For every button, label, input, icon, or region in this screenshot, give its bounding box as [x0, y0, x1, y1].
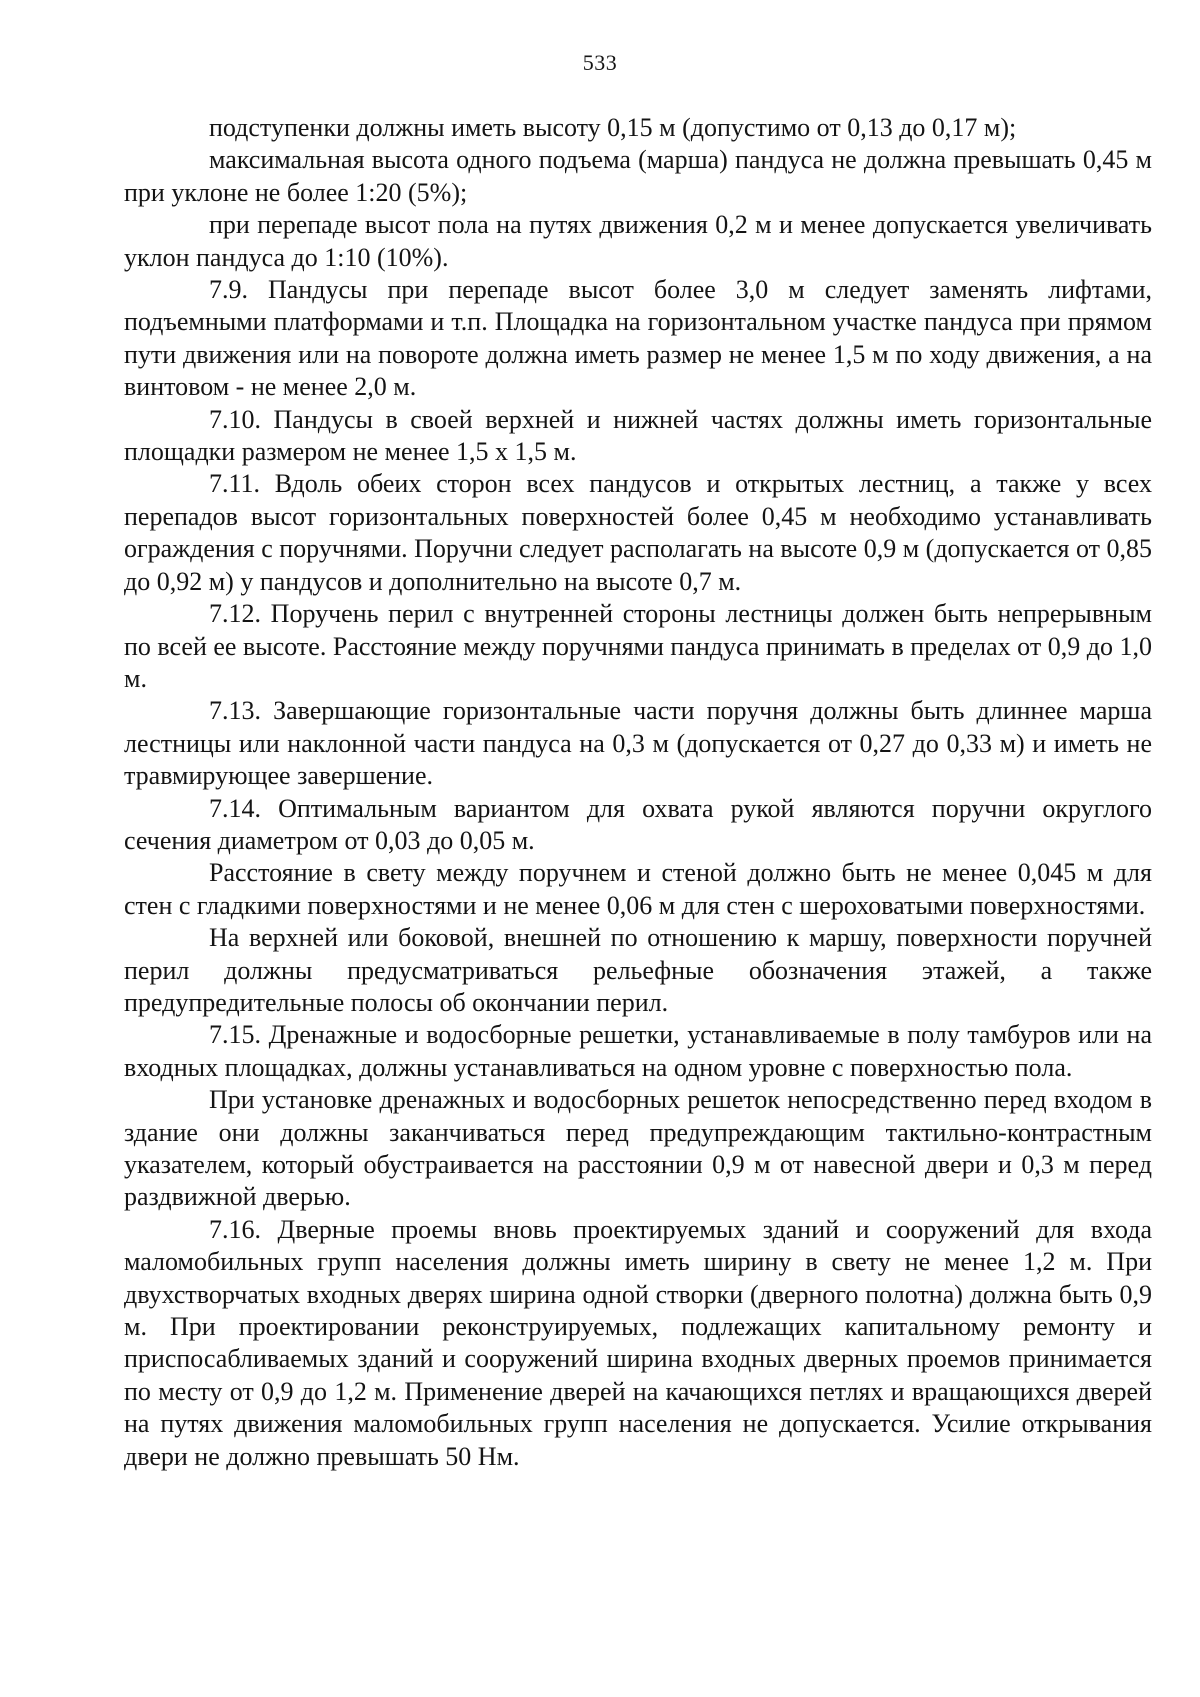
- paragraph-handrail-wall-clearance: Расстояние в свету между поручнем и стеной должно быть не менее 0,045 м для стен с гладкими поверхностями и не менее 0,06 м для стен с шероховатыми поверхностями.: [124, 858, 1152, 920]
- paragraph-7-14: 7.14. Оптимальным вариантом для охвата рукой являются поручни округлого сечения диаметром от 0,03 до 0,05 м.: [124, 793, 1152, 855]
- paragraph-7-12: 7.12. Поручень перил с внутренней стороны лестницы должен быть непрерывным по всей ее высоте. Расстояние между поручнями пандуса принимать в пределах от 0,9 до 1,0 м.: [124, 599, 1152, 693]
- paragraph-7-11: 7.11. Вдоль обеих сторон всех пандусов и открытых лестниц, а также у всех перепадов высот горизонтальных поверхностей более 0,45 м необходимо устанавливать ограждения с поручнями. Поручни следует располагать на высоте 0,9 м (допускается от 0,85 до 0,92 м) у пандусов и дополнительно на высоте 0,7 м.: [124, 469, 1153, 596]
- paragraph-7-15: 7.15. Дренажные и водосборные решетки, устанавливаемые в полу тамбуров или на входных площадках, должны устанавливаться на одном уровне с поверхностью пола.: [124, 1020, 1152, 1082]
- paragraph-risers-height: подступенки должны иметь высоту 0,15 м (допустимо от 0,13 до 0,17 м);: [209, 113, 1017, 142]
- paragraph-7-16: 7.16. Дверные проемы вновь проектируемых зданий и сооружений для входа маломобильных групп населения должны иметь ширину в свету не менее 1,2 м. При двухстворчатых входных дверях ширина одной створки (дверного полотна) должна быть 0,9 м. При проектировании реконструируемых, подлежащих капитальному ремонту и приспосабливаемых зданий и сооружений ширина входных дверных проемов принимается по месту от 0,9 до 1,2 м. Применение дверей на качающихся петлях и вращающихся дверей на путях движения маломобильных групп населения не допускается. Усилие открывания двери не должно превышать 50 Нм.: [124, 1214, 1152, 1471]
- paragraph-7-9: 7.9. Пандусы при перепаде высот более 3,0 м следует заменять лифтами, подъемными платформами и т.п. Площадка на горизонтальном участке пандуса при прямом пути движения или на повороте должна иметь размер не менее 1,5 м по ходу движения, а на винтовом - не менее 2,0 м.: [124, 275, 1152, 402]
- paragraph-floor-height-difference: при перепаде высот пола на путях движения 0,2 м и менее допускается увеличивать уклон пандуса до 1:10 (10%).: [124, 210, 1152, 272]
- paragraph-7-10: 7.10. Пандусы в своей верхней и нижней частях должны иметь горизонтальные площадки размером не менее 1,5 х 1,5 м.: [124, 404, 1152, 467]
- paragraph-handrail-floor-markings: На верхней или боковой, внешней по отношению к маршу, поверхности поручней перил должны предусматриваться рельефные обозначения этажей, а также предупредительные полосы об окончании перил.: [124, 923, 1152, 1017]
- document-body: [124, 112, 1152, 1473]
- paragraph-7-13: 7.13. Завершающие горизонтальные части поручня должны быть длиннее марша лестницы или наклонной части пандуса на 0,3 м (допускается от 0,27 до 0,33 м) и иметь не травмирующее завершение.: [124, 696, 1152, 791]
- page-number: 533: [582, 50, 618, 75]
- paragraph-ramp-max-rise: максимальная высота одного подъема (марша) пандуса не должна превышать 0,45 м при уклоне не более 1:20 (5%);: [124, 145, 1152, 207]
- paragraph-drainage-grates-entrance: При установке дренажных и водосборных решеток непосредственно перед входом в здание они должны заканчиваться перед предупреждающим тактильно-контрастным указателем, который обустраивается на расстоянии 0,9 м от навесной двери и 0,3 м перед раздвижной дверью.: [124, 1085, 1152, 1212]
